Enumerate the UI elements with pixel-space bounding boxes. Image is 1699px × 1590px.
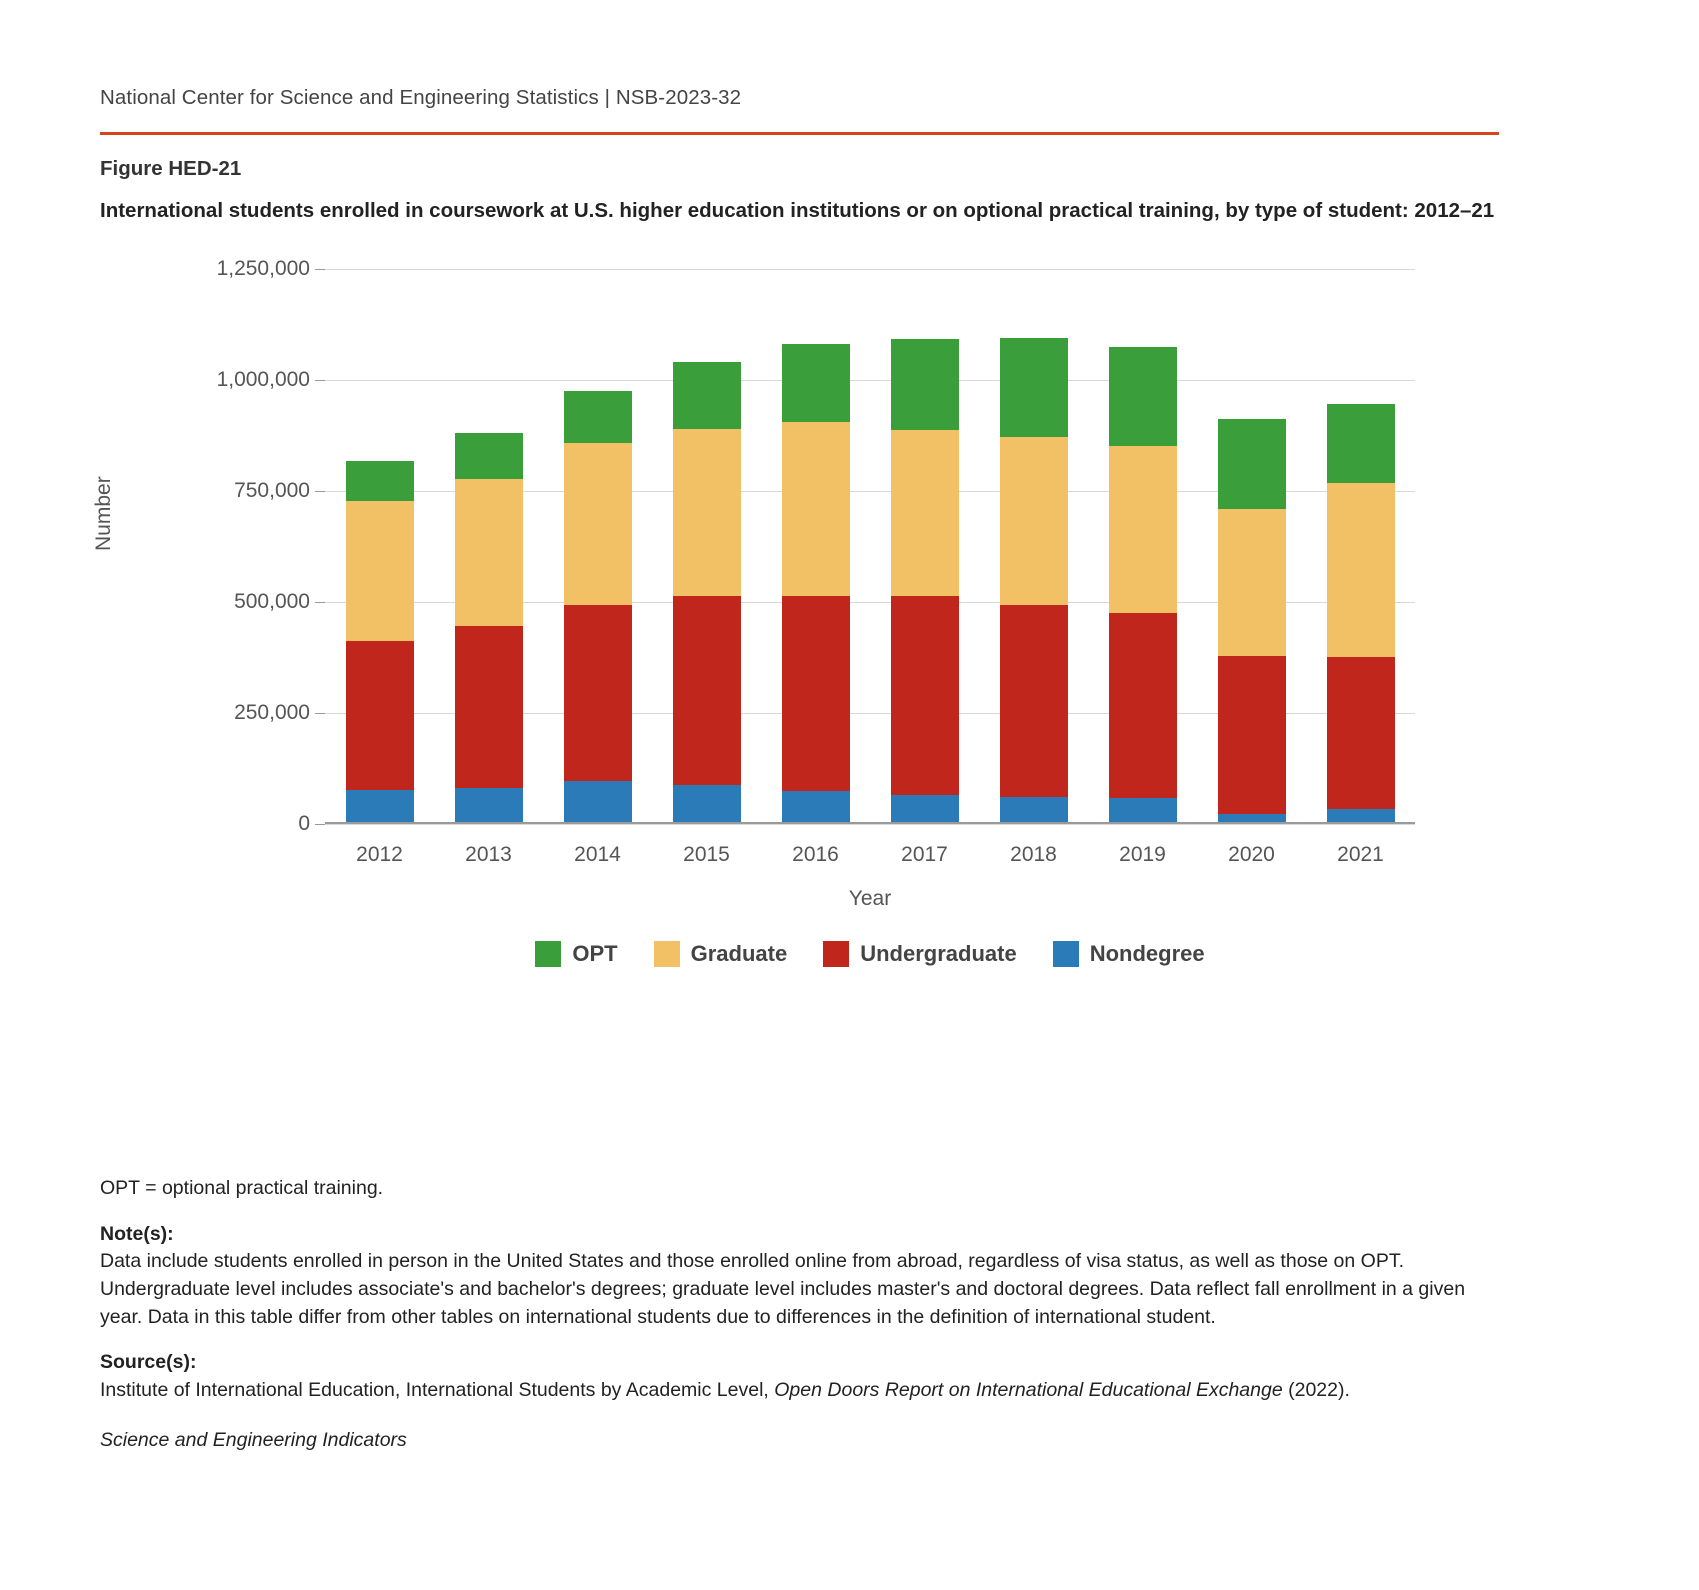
source-block	[100, 1349, 1500, 1404]
legend-item-graduate[interactable]	[654, 941, 788, 967]
bar-segment-undergraduate[interactable]	[782, 596, 850, 790]
plot-area	[216, 256, 1415, 835]
abbreviation-note: OPT = optional practical training.	[100, 1177, 384, 1199]
bar-segment-nondegree[interactable]	[1000, 797, 1068, 824]
y-tick-label: 1,250,000	[216, 256, 310, 280]
bar-segment-nondegree[interactable]	[1109, 798, 1177, 824]
bar-segment-graduate[interactable]	[1327, 483, 1395, 657]
bar-segment-undergraduate[interactable]	[891, 596, 959, 794]
bar-segment-undergraduate[interactable]	[673, 596, 741, 785]
y-tick-label: 500,000	[234, 589, 310, 613]
y-tick-mark	[315, 602, 325, 603]
y-tick-mark	[315, 713, 325, 714]
bar-column[interactable]	[782, 269, 850, 824]
bar-segment-graduate[interactable]	[782, 422, 850, 596]
bar-segment-undergraduate[interactable]	[346, 641, 414, 790]
bar-segment-graduate[interactable]	[1109, 446, 1177, 613]
source-title: Open Doors Report on International Educational Exchange	[774, 1379, 1283, 1402]
legend-label: OPT	[572, 940, 618, 966]
legend-swatch-icon	[823, 941, 849, 967]
x-tick-label: 2019	[1119, 842, 1166, 866]
figure-title: International students enrolled in coursework at U.S. higher education institutions or on optional practical training, by type of student: 2012–21	[100, 199, 1495, 222]
bar-segment-undergraduate[interactable]	[455, 626, 523, 788]
bar-segment-undergraduate[interactable]	[1000, 605, 1068, 797]
y-tick-label: 250,000	[234, 700, 310, 724]
bar-segment-opt[interactable]	[564, 391, 632, 443]
y-axis-title: Number	[92, 475, 115, 551]
bar-segment-graduate[interactable]	[346, 501, 414, 641]
bar-segment-graduate[interactable]	[891, 430, 959, 597]
x-tick-label: 2014	[574, 842, 621, 866]
y-tick-label: 750,000	[234, 478, 310, 502]
legend-swatch-icon	[654, 941, 680, 967]
x-axis-line	[325, 822, 1415, 824]
legend-item-nondegree[interactable]	[1053, 941, 1205, 967]
source-heading: Source(s):	[100, 1351, 197, 1374]
y-tick-mark	[315, 380, 325, 381]
bar-segment-graduate[interactable]	[1218, 509, 1286, 656]
bar-segment-graduate[interactable]	[1000, 437, 1068, 605]
notes-block	[100, 1221, 1500, 1332]
agency-header: National Center for Science and Engineering Statistics | NSB-2023-32	[100, 86, 742, 109]
bar-column[interactable]	[346, 269, 414, 824]
bar-segment-undergraduate[interactable]	[564, 605, 632, 781]
x-tick-label: 2020	[1228, 842, 1275, 866]
source-pre: Institute of International Education, International Students by Academic Level,	[100, 1379, 775, 1402]
legend-label: Nondegree	[1089, 940, 1205, 966]
source-post: (2022).	[1282, 1379, 1350, 1402]
bar-column[interactable]	[891, 269, 959, 824]
bar-segment-graduate[interactable]	[673, 429, 741, 597]
bar-column[interactable]	[673, 269, 741, 824]
y-tick-label: 0	[298, 811, 310, 835]
bar-segment-nondegree[interactable]	[891, 795, 959, 824]
figure-label: Figure HED-21	[100, 157, 242, 180]
legend-item-opt[interactable]	[535, 941, 617, 967]
source-body	[100, 1377, 1500, 1405]
bar-segment-undergraduate[interactable]	[1218, 656, 1286, 814]
x-tick-label: 2012	[356, 842, 403, 866]
bar-segment-nondegree[interactable]	[673, 785, 741, 824]
bar-segment-undergraduate[interactable]	[1109, 613, 1177, 798]
bar-segment-graduate[interactable]	[455, 479, 523, 626]
legend-swatch-icon	[535, 941, 561, 967]
bar-segment-opt[interactable]	[455, 433, 523, 480]
notes-body: Data include students enrolled in person in the United States and those enrolled online from abroad, regardless of visa status, as well as those on OPT. Undergraduate level includes associate's and bachelor's degrees; graduate level includes master's and doctoral degrees. Data reflect fall enrollment in a given year. Data in this table differ from other tables on international students due to differences in the definition of international student.	[100, 1250, 1466, 1328]
bar-column[interactable]	[1327, 269, 1395, 824]
notes-heading: Note(s):	[100, 1222, 174, 1245]
bar-group	[325, 269, 1415, 824]
x-tick-label: 2021	[1337, 842, 1384, 866]
bar-segment-opt[interactable]	[346, 461, 414, 501]
bar-column[interactable]	[1109, 269, 1177, 824]
bar-column[interactable]	[1218, 269, 1286, 824]
bar-segment-graduate[interactable]	[564, 443, 632, 605]
bar-segment-opt[interactable]	[891, 339, 959, 430]
x-tick-label: 2016	[792, 842, 839, 866]
y-tick-label: 1,000,000	[216, 367, 310, 391]
chart-legend	[325, 941, 1415, 967]
bar-segment-undergraduate[interactable]	[1327, 657, 1395, 809]
x-tick-label: 2017	[901, 842, 948, 866]
footnotes	[100, 1175, 1500, 1455]
x-tick-label: 2015	[683, 842, 730, 866]
bar-column[interactable]	[1000, 269, 1068, 824]
bar-segment-opt[interactable]	[1218, 419, 1286, 509]
bar-column[interactable]	[455, 269, 523, 824]
legend-item-undergraduate[interactable]	[823, 941, 1016, 967]
x-tick-label: 2018	[1010, 842, 1057, 866]
header-divider	[100, 132, 1499, 135]
gridline	[325, 824, 1415, 825]
y-tick-mark	[315, 824, 325, 825]
legend-swatch-icon	[1053, 941, 1079, 967]
bar-segment-opt[interactable]	[673, 362, 741, 429]
bar-column[interactable]	[564, 269, 632, 824]
bar-segment-nondegree[interactable]	[346, 790, 414, 824]
series-note: Science and Engineering Indicators	[100, 1428, 407, 1451]
y-tick-mark	[315, 491, 325, 492]
chart	[92, 251, 1499, 971]
bar-segment-opt[interactable]	[1000, 338, 1068, 437]
bar-segment-nondegree[interactable]	[564, 781, 632, 824]
x-tick-labels	[325, 843, 1415, 867]
legend-label: Graduate	[690, 940, 788, 966]
y-tick-mark	[315, 269, 325, 270]
bar-segment-opt[interactable]	[782, 344, 850, 422]
bar-segment-opt[interactable]	[1109, 347, 1177, 446]
legend-label: Undergraduate	[860, 940, 1017, 966]
x-tick-label: 2013	[465, 842, 512, 866]
bar-segment-nondegree[interactable]	[455, 788, 523, 824]
bar-segment-opt[interactable]	[1327, 404, 1395, 483]
bar-segment-nondegree[interactable]	[782, 791, 850, 824]
x-axis-title: Year	[848, 886, 892, 910]
